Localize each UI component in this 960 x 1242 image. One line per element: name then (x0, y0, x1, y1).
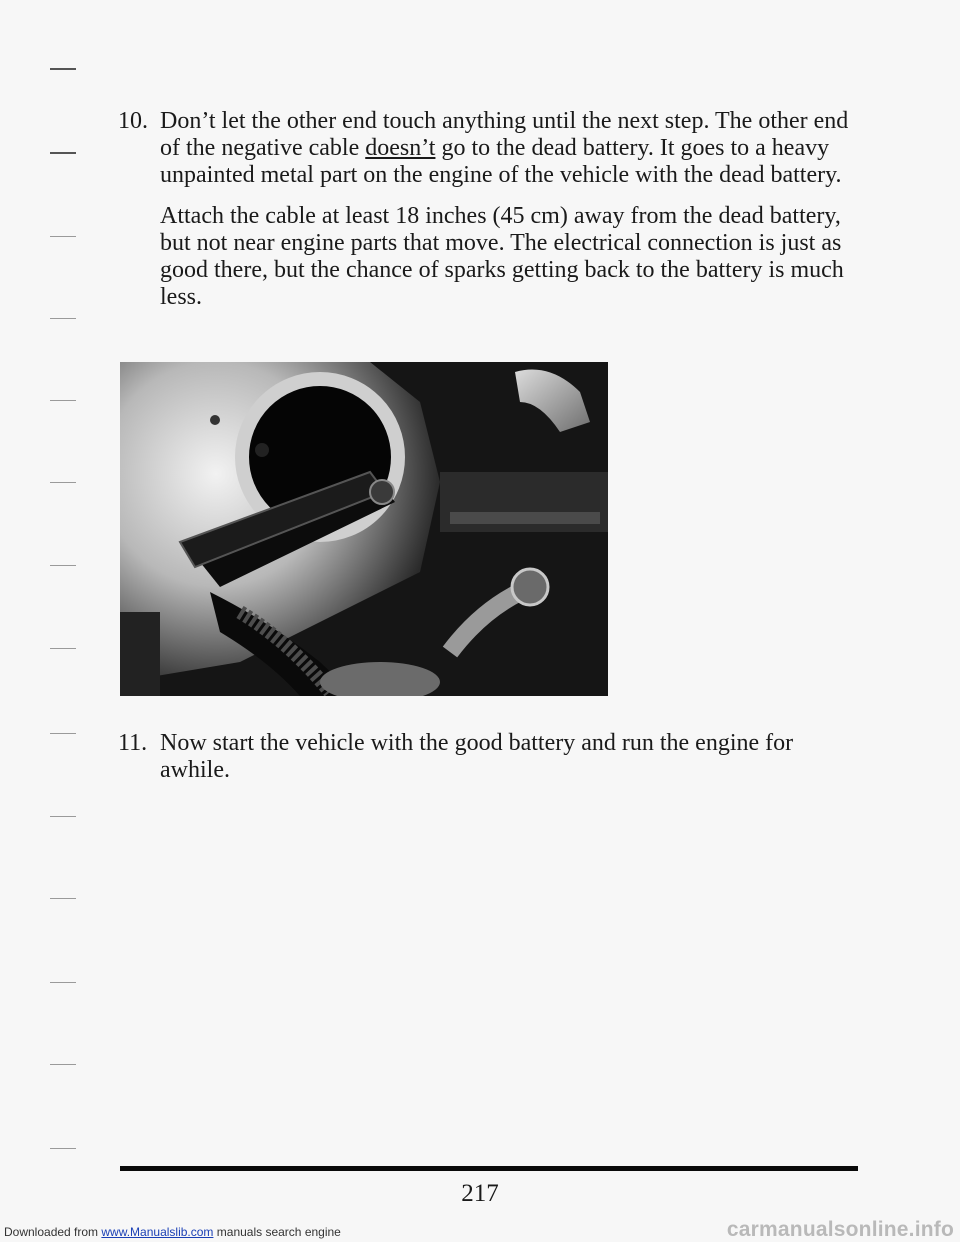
margin-tick (50, 236, 76, 237)
source-suffix: manuals search engine (213, 1225, 341, 1239)
jumper-cable-clamp-illustration (120, 362, 608, 696)
margin-tick (50, 400, 76, 401)
manualslib-link[interactable]: www.Manualslib.com (101, 1225, 214, 1239)
margin-tick (50, 898, 76, 899)
page-content (118, 108, 858, 311)
step-10-line2-start: end of the negative cable (160, 108, 849, 161)
source-prefix: Downloaded from (4, 1225, 102, 1239)
margin-ticks (50, 0, 90, 1242)
step-text: Now start the vehicle with the good battery and run the engine for awhile. (160, 730, 794, 783)
step-number: 10. (118, 108, 148, 134)
margin-tick (50, 482, 76, 483)
margin-tick (50, 1064, 76, 1065)
margin-tick (50, 648, 76, 649)
page-number: 217 (461, 1180, 499, 1207)
engine-photo (120, 362, 608, 696)
footer-rule (120, 1166, 858, 1171)
margin-tick (50, 982, 76, 983)
step-text (118, 108, 858, 189)
margin-tick (50, 565, 76, 566)
step-10-line2-end: go to the dead battery. It goes to a heavy unpainted metal part on the engine of the vehicle with the dead battery. (160, 135, 842, 188)
margin-tick (50, 318, 76, 319)
emphasis-word: doesn’t (365, 135, 436, 161)
margin-tick (50, 152, 76, 154)
step-10-line1: Don’t let the other end touch anything until the next step. The other (160, 108, 808, 134)
step-11-paragraph (118, 730, 858, 784)
attach-paragraph: Attach the cable at least 18 inches (45 cm) away from the dead battery, but not near engine parts that move. The electrical connection is just as good there, but the chance of sparks getting back to the battery is much less. (160, 203, 844, 310)
margin-tick (50, 68, 76, 70)
download-footer (0, 1220, 960, 1242)
margin-tick (50, 733, 76, 734)
step-10 (118, 108, 858, 189)
step-11 (118, 730, 858, 784)
step-number: 11. (118, 730, 148, 756)
margin-tick (50, 1148, 76, 1149)
margin-tick (50, 816, 76, 817)
watermark: carmanualsonline.info (726, 1218, 954, 1241)
source-note (4, 1225, 341, 1239)
